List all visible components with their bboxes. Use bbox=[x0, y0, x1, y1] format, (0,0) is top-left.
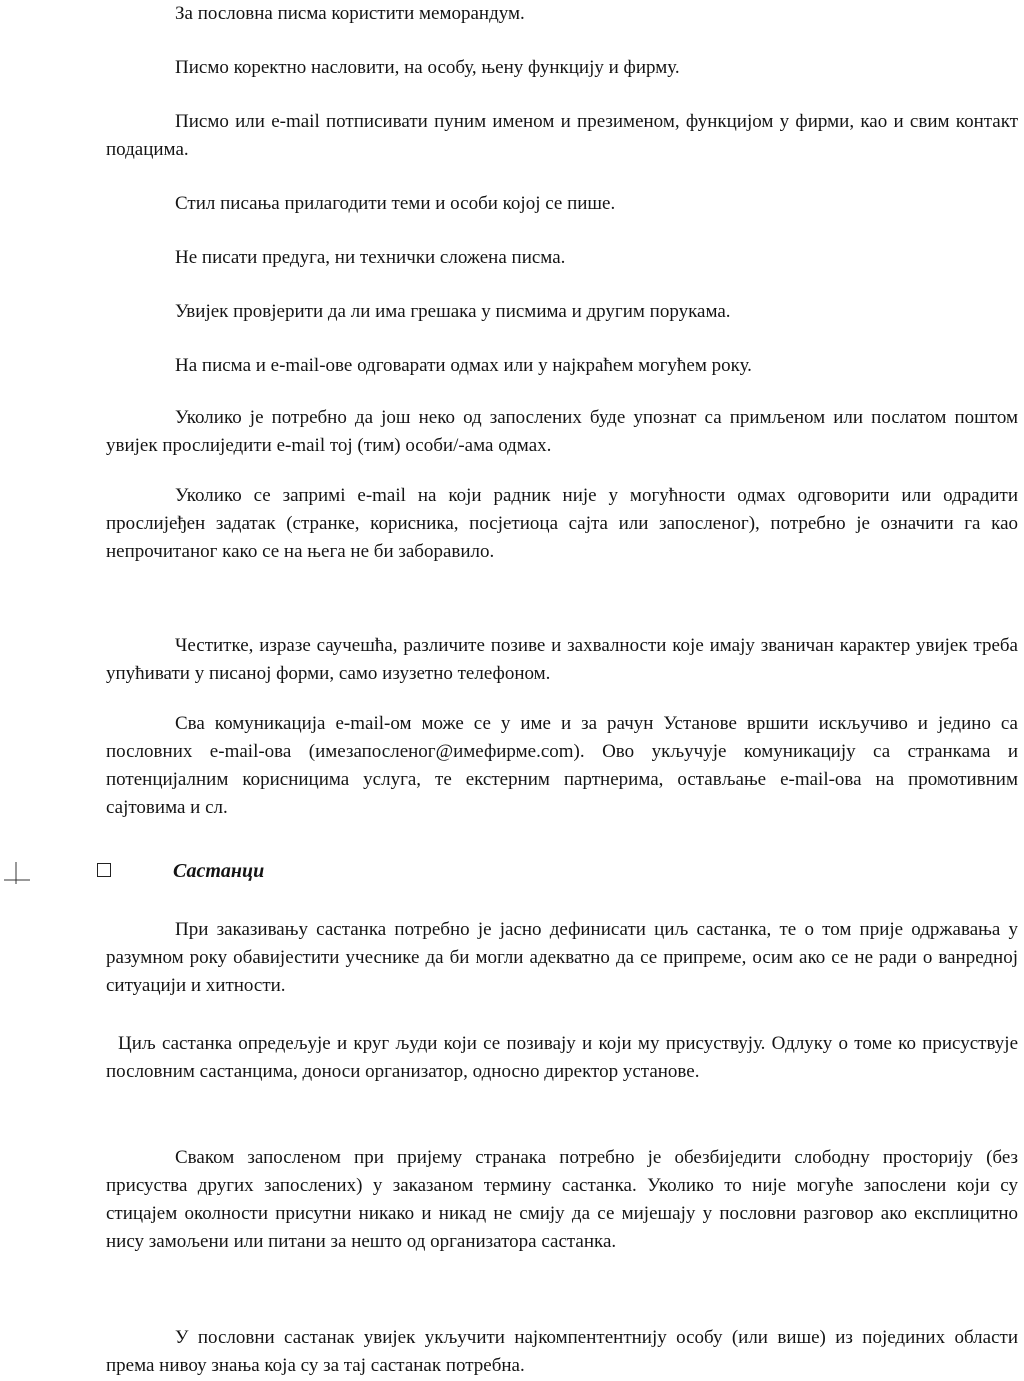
paragraph-writing-style: Стил писања прилагодити теми и особи којој се пише. bbox=[175, 193, 616, 214]
paragraph-signature: Писмо или e-mail потписивати пуним именом и презименом, функцијом у фирми, као и свим контакт подацима. bbox=[106, 111, 1018, 160]
paragraph-length: Не писати предуга, ни технички сложена писма. bbox=[175, 247, 566, 268]
paragraph-proofread: Увијек провјерити да ли има грешака у писмима и другим порукама. bbox=[175, 301, 731, 322]
paragraph-unread-mark: Уколико се запримi e-mail на који радник није у могућности одмах одговорити или одрадити прослијеђен задатак (странке, корисника, посјетиоца сајта или запосленог), потребно је означити га као непрочитаног како се на њега не би заборавило. bbox=[106, 485, 1018, 562]
paragraph-meeting-goal: Циљ састанка опредељује и круг људи који се позивају и који му присуствују. Одлуку о томе ко присуствује пословним састанцима, доноси организатор, односно директор установе. bbox=[106, 1033, 1018, 1082]
paragraph-letterhead: За пословна писма користити меморандум. bbox=[175, 3, 525, 24]
paragraph-congratulations: Честитке, изразе саучешћа, различите позиве и захвалности које имају званичан карактер увијек треба упућивати у писаној форми, само изузетно телефоном. bbox=[106, 635, 1018, 684]
paragraph-meeting-room: Сваком запосленом при пријему странака потребно је обезбиједити слободну просторију (без присуства других запослених) у заказаном термину састанка. Уколико то није могуће запослени који су стицајем околности присутни никако и никад не смију да се мијешају у пословни разговор ако експлицитно нису замољени или питани за нешто од организатора састанка. bbox=[106, 1147, 1018, 1252]
paragraph-meeting-scheduling: При заказивању састанка потребно је јасно дефинисати циљ састанка, те о том прије одржавања у разумном року обавијестити учеснике да би могли адекватно да се припреме, осим ако се не ради о ванредној ситуацији и хитности. bbox=[106, 919, 1018, 996]
paragraph-business-email: Сва комуникација e-mail-ом може се у име и за рачун Установе вршити искључиво и једино са пословних e-mail-ова (имезапосленог@имефирме.com). Ово укључује комуникацију са странкама и потенцијалним корисницима услуга, те екстерним партнерима, остављање e-mail-ова на промотивним сајтовима и сл. bbox=[106, 713, 1018, 818]
paragraph-addressing: Писмо коректно насловити, на особу, њену функцију и фирму. bbox=[175, 57, 680, 78]
paragraph-forwarding: Уколико је потребно да још неко од запослених буде упознат са примљеном или послатом поштом увијек прослиједити e-mail тој (тим) особи/-ама одмах. bbox=[106, 407, 1018, 456]
paragraph-meeting-competence: У пословни састанак увијек укључити најкомпентентнију особу (или више) из појединих области према нивоу знања која су за тај састанак потребна. bbox=[106, 1327, 1018, 1376]
margin-mark-icon bbox=[0, 862, 34, 886]
paragraph-reply-time: На писма и e-mail-ове одговарати одмах или у најкраћем могућем року. bbox=[175, 355, 752, 376]
section-heading: Састанци bbox=[173, 860, 265, 882]
checkbox-icon bbox=[97, 863, 111, 877]
